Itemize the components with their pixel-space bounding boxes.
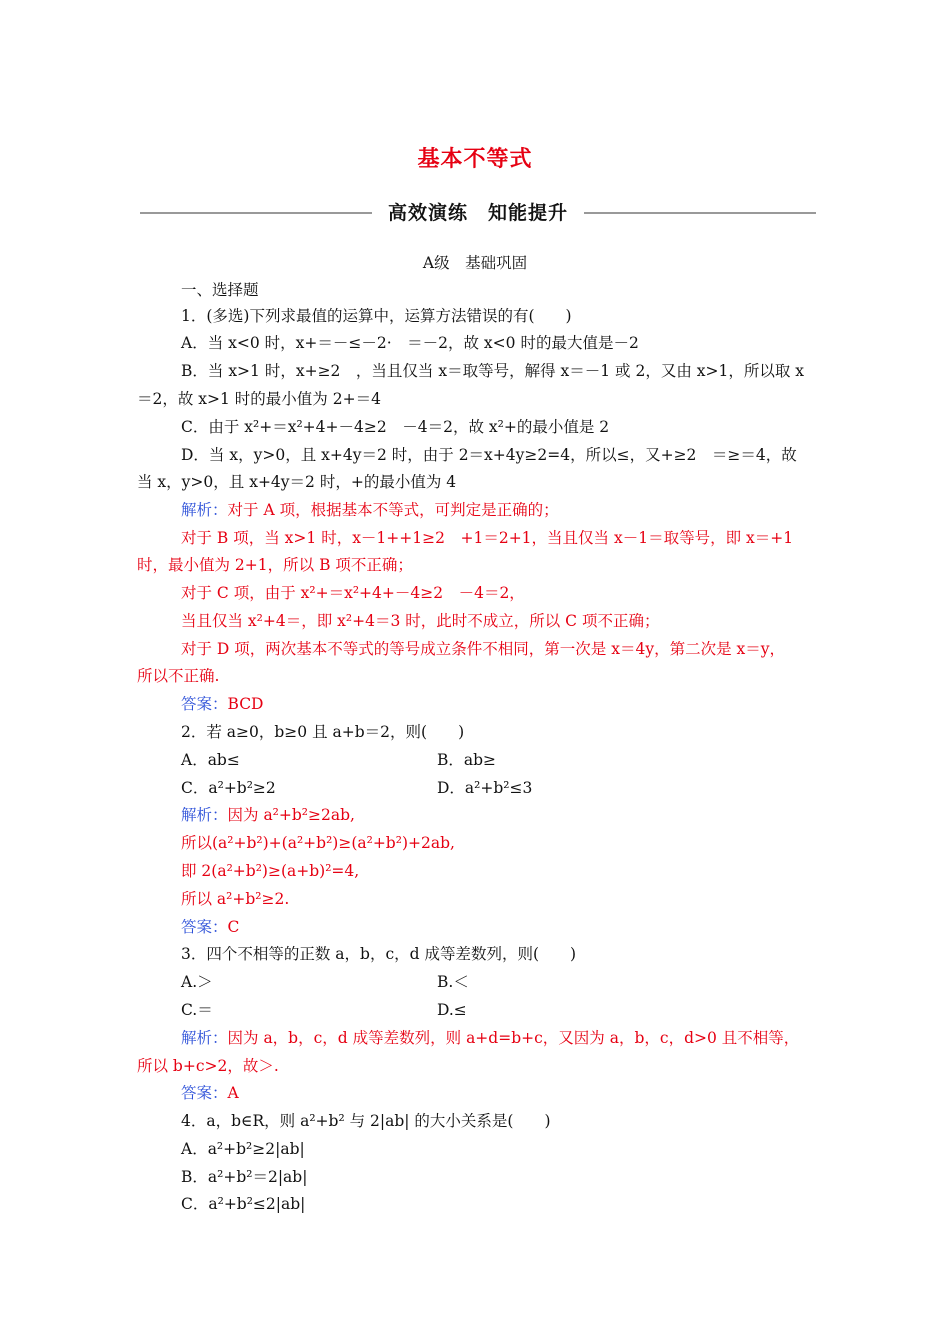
q2-analysis-text: 因为 a²+b²≥2ab, bbox=[227, 806, 355, 824]
section-banner bbox=[140, 198, 816, 228]
q2-stem: 2．若 a≥0，b≥0 且 a+b＝2，则( ) bbox=[181, 723, 465, 741]
q1-option-b-line1: B．当 x>1 时，x+≥2 ，当且仅当 x＝取等号，解得 x＝－1 或 2，又由 x>1，所以取 x bbox=[181, 362, 805, 380]
section-heading: 一、选择题 bbox=[181, 281, 259, 299]
q2-option-b: B．ab≥ bbox=[437, 751, 497, 769]
q4-stem: 4．a，b∈R，则 a²+b² 与 2|ab| 的大小关系是( ) bbox=[181, 1112, 551, 1130]
q1-option-d-line2: 当 x，y>0，且 x+4y＝2 时，+的最小值为 4 bbox=[137, 473, 457, 491]
q2-answer-line bbox=[181, 917, 239, 937]
q1-stem: 1．(多选)下列求最值的运算中，运算方法错误的有( ) bbox=[181, 307, 572, 325]
q1-analysis-text: 对于 C 项，由于 x²+＝x²+4+－4≥2 －4＝2， bbox=[181, 584, 525, 602]
q4-option-a: A．a²+b²≥2|ab| bbox=[181, 1140, 305, 1158]
q1-analysis-label: 解析： bbox=[181, 501, 228, 519]
q2-option-a: A．ab≤ bbox=[181, 751, 240, 769]
q1-analysis-text: 当且仅当 x²+4＝，即 x²+4＝3 时，此时不成立，所以 C 项不正确； bbox=[181, 612, 660, 630]
q3-option-d: D.≤ bbox=[437, 1001, 467, 1019]
page-title: 基本不等式 bbox=[417, 147, 533, 172]
q2-analysis-text: 所以(a²+b²)+(a²+b²)≥(a²+b²)+2ab, bbox=[181, 834, 455, 852]
q3-analysis-label: 解析： bbox=[181, 1029, 228, 1047]
q2-answer-label: 答案： bbox=[181, 918, 228, 936]
q1-answer-label: 答案： bbox=[181, 695, 228, 713]
q2-analysis-text: 即 2(a²+b²)≥(a+b)²=4, bbox=[181, 862, 360, 880]
banner-rule-right bbox=[584, 212, 816, 214]
q1-answer-line bbox=[181, 694, 263, 714]
q1-option-d-line1: D．当 x，y>0，且 x+4y＝2 时，由于 2＝x+4y≥2=4，所以≤，又+≥2 ＝≥＝4，故 bbox=[181, 446, 797, 464]
q1-analysis-line bbox=[181, 500, 559, 520]
q1-analysis-text: 对于 B 项，当 x>1 时，x－1++1≥2 +1＝2+1，当且仅当 x－1＝取等号，即 x＝+1 bbox=[181, 529, 794, 547]
q1-analysis-text: 所以不正确. bbox=[137, 667, 220, 685]
q4-option-b: B．a²+b²＝2|ab| bbox=[181, 1168, 308, 1186]
q3-option-a: A.＞ bbox=[181, 973, 213, 991]
q2-answer: C bbox=[227, 918, 240, 936]
q2-analysis-line bbox=[181, 805, 355, 825]
q3-option-c: C.＝ bbox=[181, 1001, 213, 1019]
q1-analysis-text: 对于 A 项，根据基本不等式，可判定是正确的； bbox=[227, 501, 559, 519]
banner-title: 高效演练 知能提升 bbox=[387, 202, 568, 224]
q1-analysis-text: 时，最小值为 2+1，所以 B 项不正确； bbox=[137, 556, 413, 574]
q1-option-a: A．当 x<0 时，x+＝－≤－2· ＝－2，故 x<0 时的最大值是－2 bbox=[181, 334, 639, 352]
q1-option-b-line2: ＝2，故 x>1 时的最小值为 2+＝4 bbox=[137, 390, 381, 408]
q1-answer: BCD bbox=[227, 695, 264, 713]
q2-option-c: C．a²+b²≥2 bbox=[181, 779, 276, 797]
q3-answer-label: 答案： bbox=[181, 1084, 228, 1102]
q1-analysis-text: 对于 D 项，两次基本不等式的等号成立条件不相同，第一次是 x＝4y，第二次是 x＝y， bbox=[181, 640, 785, 658]
q3-stem: 3．四个不相等的正数 a，b，c，d 成等差数列，则( ) bbox=[181, 945, 577, 963]
q2-analysis-text: 所以 a²+b²≥2. bbox=[181, 890, 290, 908]
q4-option-c: C．a²+b²≤2|ab| bbox=[181, 1195, 306, 1213]
q3-option-b: B.＜ bbox=[437, 973, 469, 991]
q3-analysis-text: 所以 b+c>2，故＞. bbox=[137, 1057, 279, 1075]
q3-answer-line bbox=[181, 1083, 239, 1103]
q2-option-d: D．a²+b²≤3 bbox=[437, 779, 533, 797]
q2-analysis-label: 解析： bbox=[181, 806, 228, 824]
q1-option-c: C．由于 x²+＝x²+4+－4≥2 －4＝2，故 x²+的最小值是 2 bbox=[181, 418, 610, 436]
q3-answer: A bbox=[227, 1084, 239, 1102]
q3-analysis-text: 因为 a，b，c，d 成等差数列，则 a+d=b+c，又因为 a，b，c，d>0 且不相等， bbox=[227, 1029, 800, 1047]
q3-analysis-line bbox=[181, 1028, 799, 1048]
level-heading: A级 基础巩固 bbox=[422, 254, 528, 272]
